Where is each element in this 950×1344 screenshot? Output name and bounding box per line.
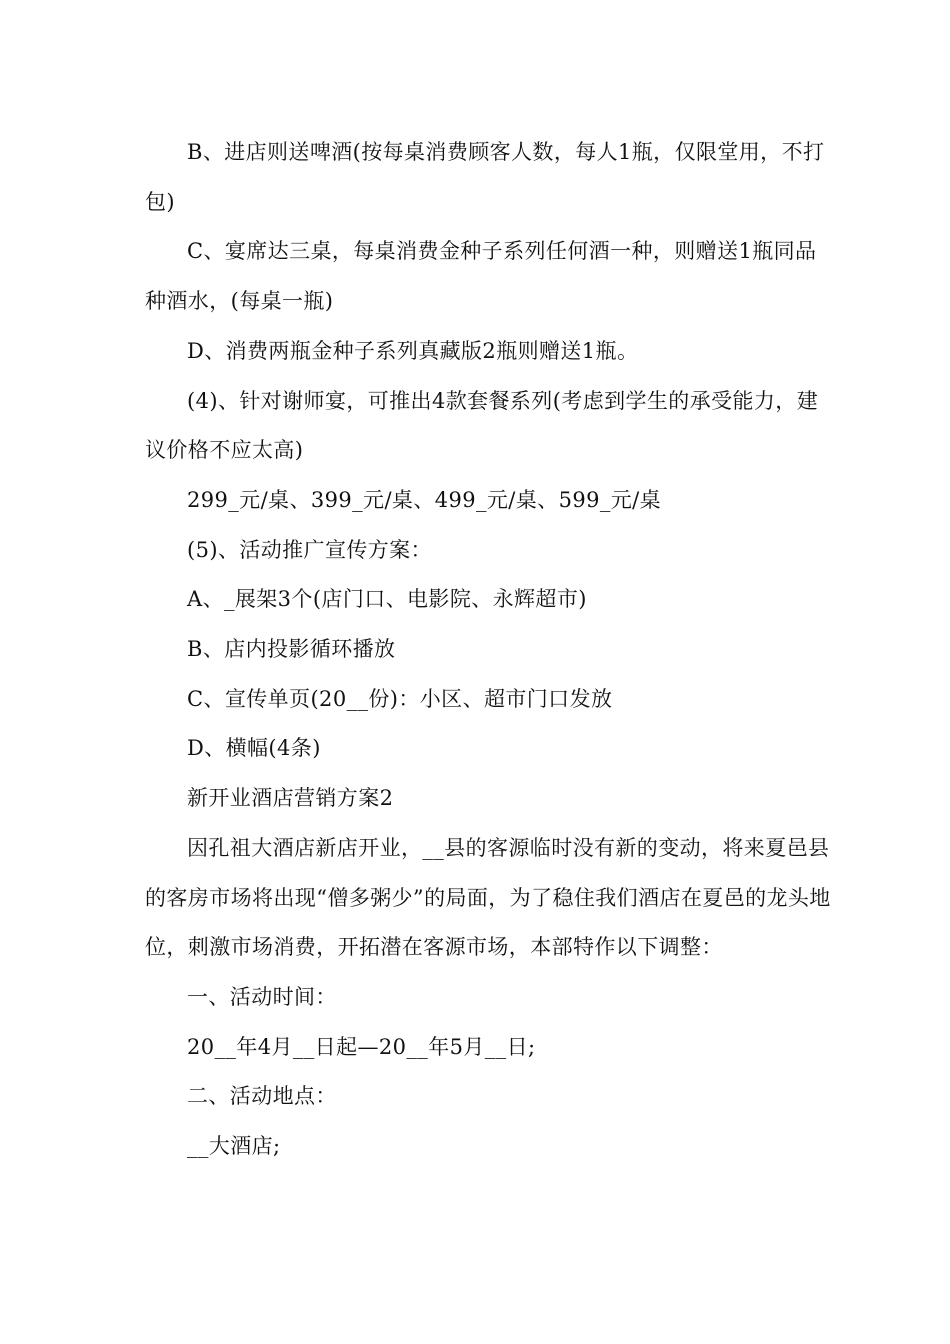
- paragraph-banquet-gift: C、宴席达三桌，每桌消费金种子系列任何酒一种，则赠送1瓶同品种酒水，(每桌一瓶): [145, 239, 817, 314]
- paragraph-projection: B、店内投影循环播放: [187, 637, 396, 662]
- paragraph-activity-time: 20__年4月__日起—20__年5月__日;: [187, 1034, 536, 1059]
- paragraph-display-stands: A、_展架3个(店门口、电影院、永辉超市): [187, 587, 587, 612]
- paragraph-flyers: C、宣传单页(20__份)：小区、超市门口发放: [187, 686, 613, 711]
- paragraph-activity-location: __大酒店;: [187, 1134, 281, 1159]
- paragraph-package-prices: 299_元/桌、399_元/桌、499_元/桌、599_元/桌: [187, 487, 662, 512]
- paragraph-beer-gift: B、进店则送啤酒(按每桌消费顾客人数，每人1瓶，仅限堂用，不打包): [145, 140, 825, 214]
- section-title: 新开业酒店营销方案2: [187, 786, 394, 811]
- paragraph-promotion-heading: (5)、活动推广宣传方案：: [187, 537, 432, 562]
- paragraph-bottle-gift: D、消费两瓶金种子系列真藏版2瓶则赠送1瓶。: [187, 338, 639, 363]
- paragraph-activity-time-heading: 一、活动时间：: [187, 984, 337, 1009]
- document-body: [145, 128, 835, 1172]
- paragraph-activity-location-heading: 二、活动地点：: [187, 1084, 337, 1109]
- paragraph-teacher-banquet: (4)、针对谢师宴，可推出4款套餐系列(考虑到学生的承受能力，建议价格不应太高): [145, 388, 819, 463]
- paragraph-introduction: 因孔祖大酒店新店开业，__县的客源临时没有新的变动，将来夏邑县的客房市场将出现“僧多粥少”的局面，为了稳住我们酒店在夏邑的龙头地位，刺激市场消费，开拓潜在客源市场，本部特作以下调整：: [145, 835, 831, 960]
- paragraph-banners: D、横幅(4条): [187, 736, 321, 761]
